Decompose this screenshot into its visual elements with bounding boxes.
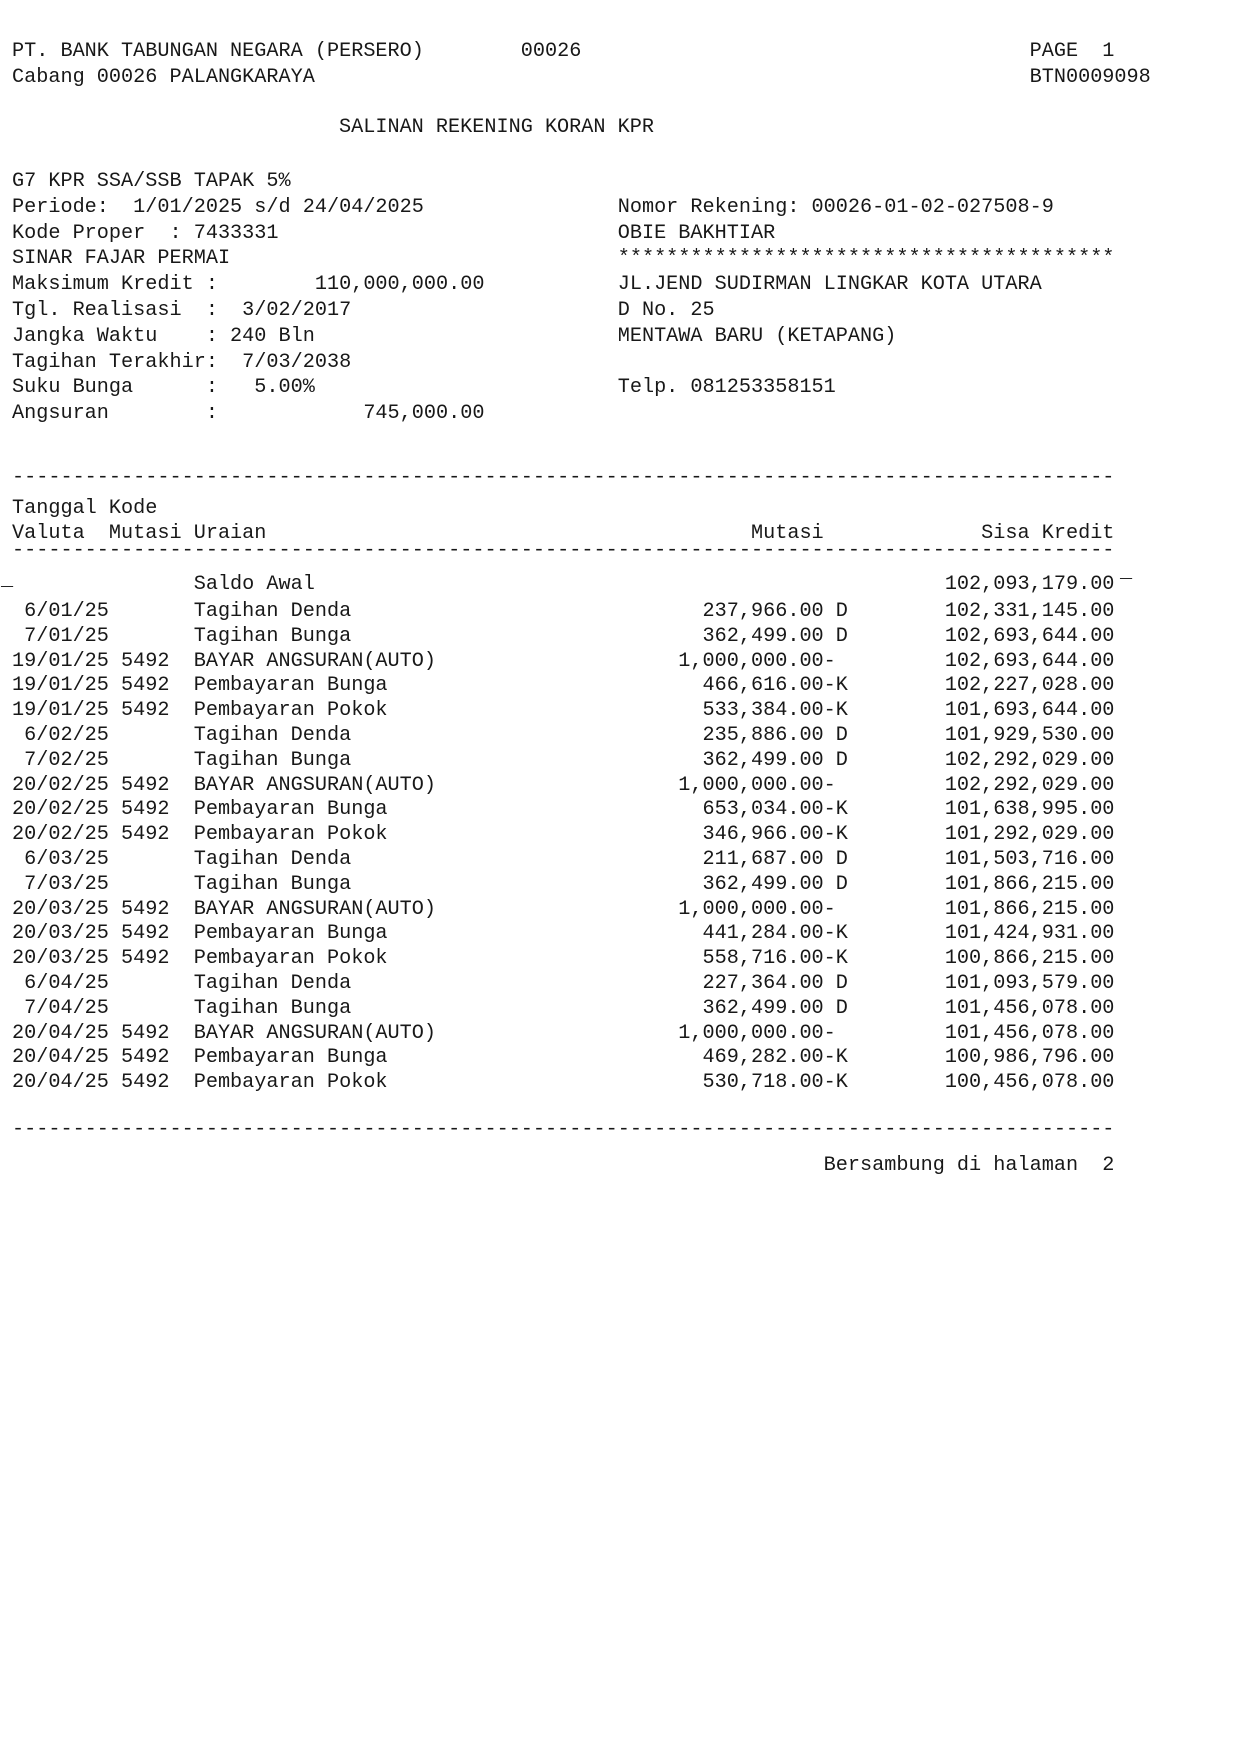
table-separator-top: ------------------------------------------------------------------------------------------- xyxy=(12,466,1115,489)
transaction-row: 20/02/25 5492 BAYAR ANGSURAN(AUTO) 1,000,000.00- 102,292,029.00 xyxy=(12,773,1115,797)
loan-info-line: Kode Proper : 7433331 OBIE BAKHTIAR xyxy=(12,221,776,245)
loan-info-line: Angsuran : 745,000.00 xyxy=(12,402,485,426)
loan-info-line: Jangka Waktu : 240 Bln MENTAWA BARU (KETAPANG) xyxy=(12,324,897,348)
header-line-2: Cabang 00026 PALANGKARAYA BTN0009098 xyxy=(12,66,1151,89)
transaction-row: 7/01/25 Tagihan Bunga 362,499.00 D 102,693,644.00 xyxy=(12,624,1115,648)
transaction-row: 20/04/25 5492 Pembayaran Bunga 469,282.00-K 100,986,796.00 xyxy=(12,1046,1115,1070)
table-header-line-1: Tanggal Kode xyxy=(12,497,158,520)
table-separator-header: ------------------------------------------------------------------------------------------- xyxy=(12,539,1115,562)
transaction-row: 7/03/25 Tagihan Bunga 362,499.00 D 101,866,215.00 xyxy=(12,872,1115,896)
table-header-line-2: Valuta Mutasi Uraian Mutasi Sisa Kredit xyxy=(12,522,1115,545)
transaction-row: 20/03/25 5492 Pembayaran Pokok 558,716.00-K 100,866,215.00 xyxy=(12,947,1115,971)
loan-info-line: Suku Bunga : 5.00% Telp. 081253358151 xyxy=(12,376,836,400)
statement-title: SALINAN REKENING KORAN KPR xyxy=(339,116,654,139)
transaction-row: 20/03/25 5492 BAYAR ANGSURAN(AUTO) 1,000,000.00- 101,866,215.00 xyxy=(12,897,1115,921)
transaction-row: 7/04/25 Tagihan Bunga 362,499.00 D 101,456,078.00 xyxy=(12,996,1115,1020)
opening-balance-row: Saldo Awal 102,093,179.00 xyxy=(12,573,1115,596)
loan-info-line: Tagihan Terakhir: 7/03/2038 xyxy=(12,350,352,374)
footer-continued-line: Bersambung di halaman 2 xyxy=(12,1154,1115,1177)
print-mark-left: _ xyxy=(1,569,14,592)
transaction-row: 20/02/25 5492 Pembayaran Pokok 346,966.00-K 101,292,029.00 xyxy=(12,823,1115,847)
transaction-row: 6/01/25 Tagihan Denda 237,966.00 D 102,331,145.00 xyxy=(12,600,1115,623)
loan-info-line: Tgl. Realisasi : 3/02/2017 D No. 25 xyxy=(12,299,715,322)
transaction-row: 6/02/25 Tagihan Denda 235,886.00 D 101,929,530.00 xyxy=(12,724,1115,747)
loan-info-line: SINAR FAJAR PERMAI ***************************************** xyxy=(12,247,1115,271)
transaction-row: 19/01/25 5492 Pembayaran Pokok 533,384.00-K 101,693,644.00 xyxy=(12,699,1115,723)
transaction-row: 19/01/25 5492 BAYAR ANGSURAN(AUTO) 1,000,000.00- 102,693,644.00 xyxy=(12,649,1115,673)
transaction-row: 6/04/25 Tagihan Denda 227,364.00 D 101,093,579.00 xyxy=(12,972,1115,995)
loan-product-line: G7 KPR SSA/SSB TAPAK 5% xyxy=(12,170,291,193)
table-separator-bottom: ------------------------------------------------------------------------------------------- xyxy=(12,1118,1115,1141)
transaction-row: 6/03/25 Tagihan Denda 211,687.00 D 101,503,716.00 xyxy=(12,848,1115,871)
transaction-row: 7/02/25 Tagihan Bunga 362,499.00 D 102,292,029.00 xyxy=(12,748,1115,772)
transaction-row: 19/01/25 5492 Pembayaran Bunga 466,616.00-K 102,227,028.00 xyxy=(12,674,1115,698)
transaction-row: 20/04/25 5492 Pembayaran Pokok 530,718.00-K 100,456,078.00 xyxy=(12,1071,1115,1095)
header-line-1: PT. BANK TABUNGAN NEGARA (PERSERO) 00026 PAGE 1 xyxy=(12,40,1115,63)
transaction-row: 20/02/25 5492 Pembayaran Bunga 653,034.00-K 101,638,995.00 xyxy=(12,798,1115,822)
print-mark-right: _ xyxy=(1120,561,1133,584)
loan-info-line: Maksimum Kredit : 110,000,000.00 JL.JEND SUDIRMAN LINGKAR KOTA UTARA xyxy=(12,273,1042,297)
transaction-row: 20/04/25 5492 BAYAR ANGSURAN(AUTO) 1,000,000.00- 101,456,078.00 xyxy=(12,1021,1115,1045)
loan-info-line: Periode: 1/01/2025 s/d 24/04/2025 Nomor Rekening: 00026-01-02-027508-9 xyxy=(12,195,1054,219)
transaction-row: 20/03/25 5492 Pembayaran Bunga 441,284.00-K 101,424,931.00 xyxy=(12,922,1115,946)
